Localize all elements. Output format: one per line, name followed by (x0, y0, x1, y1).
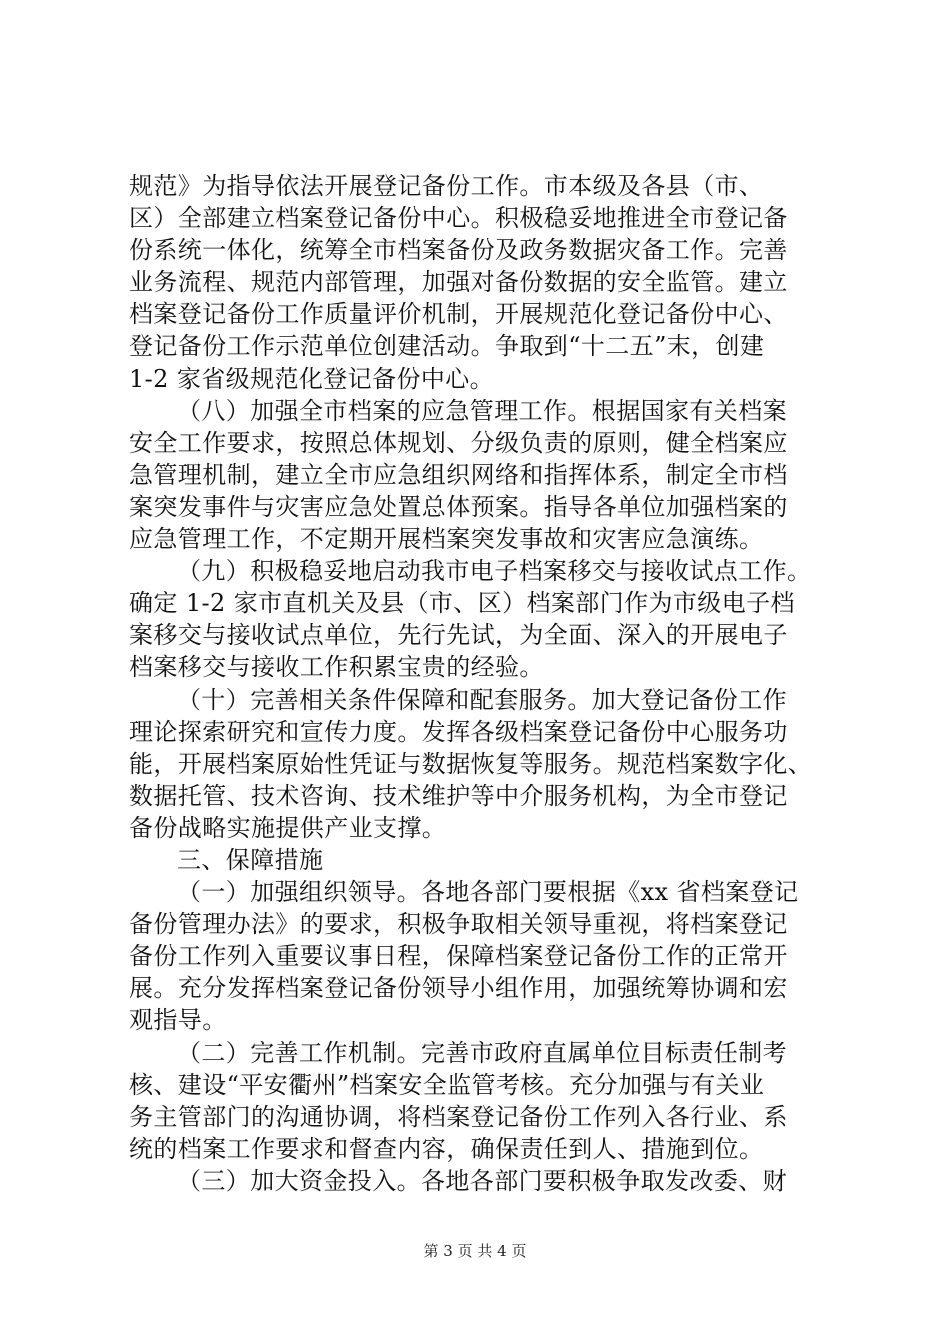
page-footer: 第 3 页 共 4 页 (423, 1242, 527, 1260)
text-line: 登记备份工作示范单位创建活动。争取到“十二五”末，创建 (129, 332, 765, 361)
text-line: （二）完善工作机制。完善市政府直属单位目标责任制考 (177, 1038, 787, 1067)
text-line: 确定 1-2 家市直机关及县（市、区）档案部门作为市级电子档 (129, 589, 795, 618)
text-line: 备份战略实施提供产业支撑。 (129, 813, 447, 842)
text-line: 安全工作要求，按照总体规划、分级负责的原则，健全档案应 (129, 428, 788, 457)
text-line: 案移交与接收试点单位，先行先试，为全面、深入的开展电子 (129, 621, 788, 650)
text-line: 应急管理工作，不定期开展档案突发事故和灾害应急演练。 (129, 525, 764, 554)
text-line: 观指导。 (129, 1006, 227, 1035)
text-line: 核、建设“平安衢州”档案安全监管考核。充分加强与有关业 (129, 1070, 765, 1099)
text-line: 三、保障措施 (177, 845, 324, 874)
text-line: 业务流程、规范内部管理，加强对备份数据的安全监管。建立 (129, 268, 788, 297)
text-line: （九）积极稳妥地启动我市电子档案移交与接收试点工作。 (177, 557, 812, 586)
text-line: 档案移交与接收工作积累宝贵的经验。 (129, 653, 544, 682)
text-line: 案突发事件与灾害应急处置总体预案。指导各单位加强档案的 (129, 492, 788, 521)
text-line: 档案登记备份工作质量评价机制，开展规范化登记备份中心、 (129, 300, 788, 329)
text-line: 理论探索研究和宣传力度。发挥各级档案登记备份中心服务功 (129, 717, 788, 746)
text-line: 统的档案工作要求和督查内容，确保责任到人、措施到位。 (129, 1134, 764, 1163)
text-line: 区）全部建立档案登记备份中心。积极稳妥地推进全市登记备 (129, 204, 788, 233)
text-line: 务主管部门的沟通协调，将档案登记备份工作列入各行业、系 (129, 1102, 788, 1131)
text-line: （八）加强全市档案的应急管理工作。根据国家有关档案 (177, 396, 787, 425)
text-line: （一）加强组织领导。各地各部门要根据《xx 省档案登记 (177, 878, 799, 907)
text-line: 急管理机制，建立全市应急组织网络和指挥体系，制定全市档 (129, 460, 788, 489)
text-line: 份系统一体化，统筹全市档案备份及政务数据灾备工作。完善 (129, 236, 788, 265)
text-line: （三）加大资金投入。各地各部门要积极争取发改委、财 (177, 1166, 787, 1195)
text-line: （十）完善相关条件保障和配套服务。加大登记备份工作 (177, 685, 787, 714)
text-line: 1-2 家省级规范化登记备份中心。 (129, 364, 495, 393)
text-line: 规范》为指导依法开展登记备份工作。市本级及各县（市、 (129, 172, 764, 200)
text-line: 备份工作列入重要议事日程，保障档案登记备份工作的正常开 (129, 942, 788, 971)
text-line: 数据托管、技术咨询、技术维护等中介服务机构，为全市登记 (129, 781, 788, 810)
text-line: 展。充分发挥档案登记备份领导小组作用，加强统筹协调和宏 (129, 974, 788, 1003)
text-line: 能，开展档案原始性凭证与数据恢复等服务。规范档案数字化、 (129, 749, 813, 778)
document-body (129, 170, 829, 1197)
text-line: 备份管理办法》的要求，积极争取相关领导重视，将档案登记 (129, 910, 788, 939)
